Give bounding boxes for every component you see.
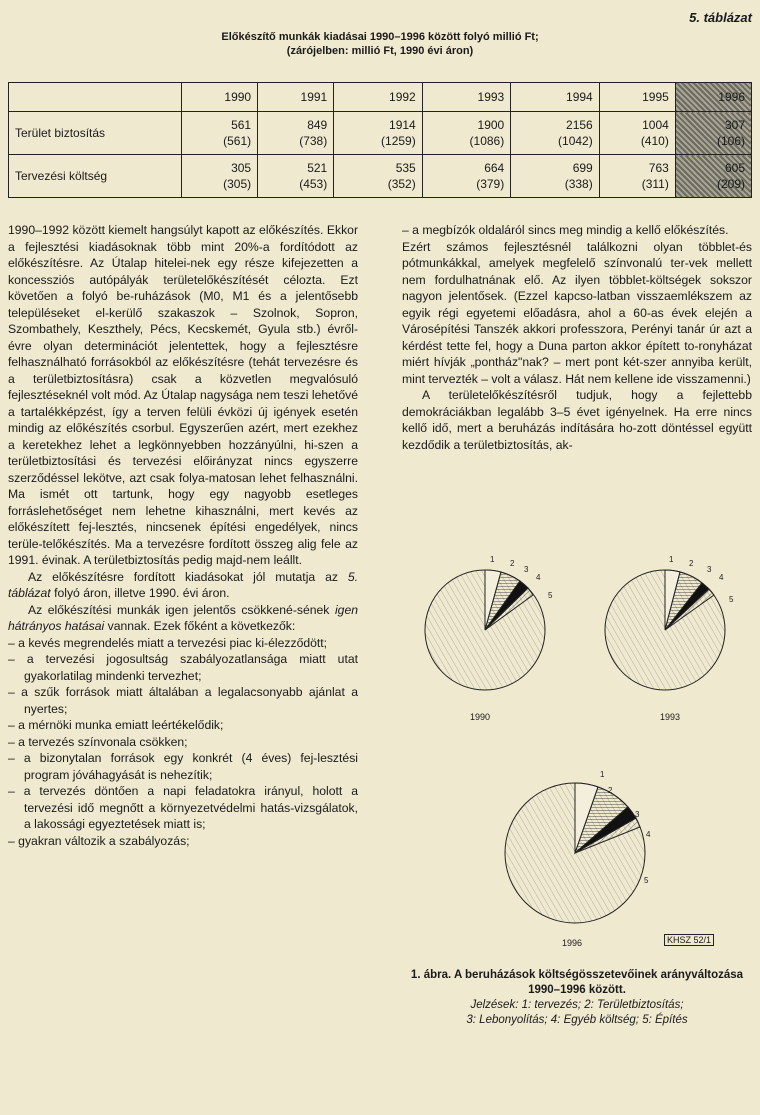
table-cell: 535 (352) <box>334 155 423 198</box>
pie-label: 3 <box>635 810 640 819</box>
pie-chart-1990 <box>400 550 570 710</box>
list-item: – a kevés megrendelés miatt a tervezési piac ki-élezződött; <box>8 635 328 650</box>
table-cell: 1900 (1086) <box>422 112 511 155</box>
table-row <box>9 155 752 198</box>
table-number-label: 5. táblázat <box>689 10 752 25</box>
table-cell: 305 (305) <box>182 155 258 198</box>
pie-label: 5 <box>644 876 649 885</box>
paragraph: Az előkészítési munkák igen jelentős csökkené-sének igen hátrányos hatásai vannak. Ezek főként a következők: <box>8 602 358 633</box>
table-title-line1: Előkészítő munkák kiadásai 1990–1996 között folyó millió Ft; <box>221 31 539 43</box>
table-corner-cell <box>9 83 182 112</box>
list-item: – gyakran változik a szabályozás; <box>8 833 190 848</box>
year-header-highlighted: 1996 <box>675 83 751 112</box>
table-title-line2: (zárójelben: millió Ft, 1990 évi áron) <box>286 45 474 57</box>
right-text-column <box>402 222 752 453</box>
list-item: – a tervezés döntően a napi feladatokra irányul, holott a tervezési idő megnőtt a környezetvédelmi hatás-vizsgálatok, a lakossági egyeztetések miatt is; <box>8 784 358 831</box>
pie-label: 4 <box>719 573 724 582</box>
list-item: – a mérnöki munka emiatt leértékelődik; <box>8 718 224 732</box>
caption-title: 1. ábra. A beruházások költségösszetevőinek arányváltozása 1990–1996 között. <box>410 969 744 996</box>
year-header: 1993 <box>422 83 511 112</box>
pie-label: 4 <box>646 830 651 839</box>
year-header: 1990 <box>182 83 258 112</box>
year-header: 1991 <box>258 83 334 112</box>
table-cell: 763 (311) <box>599 155 675 198</box>
pie-label: 2 <box>689 559 694 568</box>
year-header: 1994 <box>511 83 600 112</box>
list-item: – a megbízók oldaláról sincs meg mindig a kellő előkészítés. <box>402 223 729 237</box>
pie-label: 5 <box>548 591 553 600</box>
pie-label: 5 <box>729 595 734 604</box>
pie-label: 3 <box>524 565 529 574</box>
pie-year-label: 1996 <box>562 938 583 948</box>
list-item: – a szűk források miatt általában a legalacsonyabb ajánlat a nyertes; <box>8 685 358 716</box>
pie-label: 2 <box>608 786 613 795</box>
year-header: 1995 <box>599 83 675 112</box>
list-item: – a tervezés színvonala csökken; <box>8 734 188 749</box>
table-cell: 1004 (410) <box>599 112 675 155</box>
list-item: – a bizonytalan források egy konkrét (4 éves) fej-lesztési program jóváhagyását is nehezítik; <box>8 751 358 782</box>
figure-caption <box>402 968 752 1028</box>
table-cell: 1914 (1259) <box>334 112 423 155</box>
paragraph: Az előkészítésre fordított kiadásokat jól mutatja az 5. táblázat folyó áron, illetve 1990. évi áron. <box>8 569 358 600</box>
row-label: Terület biztosítás <box>9 112 182 155</box>
pie-label: 4 <box>536 573 541 582</box>
pie-label: 1 <box>600 770 605 779</box>
expenses-table <box>8 82 752 198</box>
table-cell: 664 (379) <box>422 155 511 198</box>
table-cell-highlighted: 605 (209) <box>675 155 751 198</box>
paragraph: A területelőkészítésről tudjuk, hogy a fejlettebb demokráciákban legalább 3–5 évet igényelnek. Ha erre nincs kellő idő, mert a beruházás indítására ho-zott döntéssel együtt kezdődik a területbiztosítás, ak- <box>402 388 752 452</box>
table-title <box>0 30 760 58</box>
pie-label: 2 <box>510 559 515 568</box>
list-item: – a tervezési jogosultság szabályozatlansága miatt utat gyakorlatilag mindenki tervezhet; <box>8 652 358 683</box>
pie-year-label: 1990 <box>470 712 491 722</box>
table-cell: 2156 (1042) <box>511 112 600 155</box>
figure-code: KHSZ 52/1 <box>664 934 714 946</box>
row-label: Tervezési költség <box>9 155 182 198</box>
table-cell: 849 (738) <box>258 112 334 155</box>
table-cell: 561 (561) <box>182 112 258 155</box>
pie-year-label: 1993 <box>660 712 681 722</box>
paragraph: Ezért számos fejlesztésnél találkozni olyan többlet-és pótmunkákkal, amelyek megfelelő színvonalú ter-vek mellett nem fordulhatnának elő. Az ilyen többlet-költségek sokszor nagyon jelentősek. (Ezzel kapcso-latban visszaemlékszem az egyik régi egyetemi előadásra, ahol a 60-as évek elején a Városépítési Tanszék akkori professzora, Perényi tanár úr azt a kérdést tette fel, hogy a Duna parton akkor épített to-ronyházat miért hívják „pontház"nak? – mert pont két-szer annyiba került, mint tervezték – volt a válasz. Hát nem kellene ide visszamenni.) <box>402 239 752 386</box>
table-row <box>9 112 752 155</box>
pie-chart-1996 <box>490 765 670 935</box>
pie-label: 3 <box>707 565 712 574</box>
pie-label: 1 <box>490 555 495 564</box>
caption-legend-line1: Jelzések: 1: tervezés; 2: Területbiztosítás; <box>470 999 684 1011</box>
left-text-column <box>8 222 358 849</box>
paragraph: 1990–1992 között kiemelt hangsúlyt kapott az előkészítés. Ekkor a fejlesztési kiadásoknak több mint 20%-a fordítódott az előkészítésre. Az Útalap hitelei-nek egy része kifejezetten a koncessziós autópályák területelőkészítését célozta. Ezt követően a folyó be-ruházások (M0, M1 és a jelentősebb településeket el-kerülő szakaszok – Szolnok, Sopron, Szombathely, Keszthely, Pécs, Kecskemét, Gyula stb.) évről-évre olyan determinációt jelentettek, hogy a fejlesztésre felhasználható forrásokból az előkészítésre (tehát tervezésre és a területbiztosításra) csak a közvetlen megvalósuló fejlesztéseknél volt mód. Az Útalap nagysága nem teszi lehetővé a tartalékképzést, így a terven felüli évközi új igények esetén mindig az előkészítés csorbul. Egyszerűen azért, mert ezekhez a keretekhez lehet a legkönnyebben hozzányúlni, hi-szen a területbiztosítási és tervezési előirányzat nincs egyszerre szerződéssel lekötve, azt csak folya-matosan lehet felhasználni. Ma ismét ott tartunk, hogy egy nagyobb esetleges forráslehetőséget nem lehetne kihasználni, mert kevés az előkészített fej-lesztés, nincsenek építési engedélyek, nincs terüle-telőkészítés. Ma a tervezésre fordított összeg alig fele az 1991. évinak. A területbiztosítás pedig majd-nem leállt. <box>8 223 358 567</box>
table-header-row <box>9 83 752 112</box>
table-cell-highlighted: 307 (106) <box>675 112 751 155</box>
pie-label: 1 <box>669 555 674 564</box>
table-cell: 699 (338) <box>511 155 600 198</box>
year-header: 1992 <box>334 83 423 112</box>
caption-legend-line2: 3: Lebonyolítás; 4: Egyéb költség; 5: Építés <box>466 1014 688 1026</box>
pie-chart-1993 <box>585 550 755 710</box>
table-cell: 521 (453) <box>258 155 334 198</box>
